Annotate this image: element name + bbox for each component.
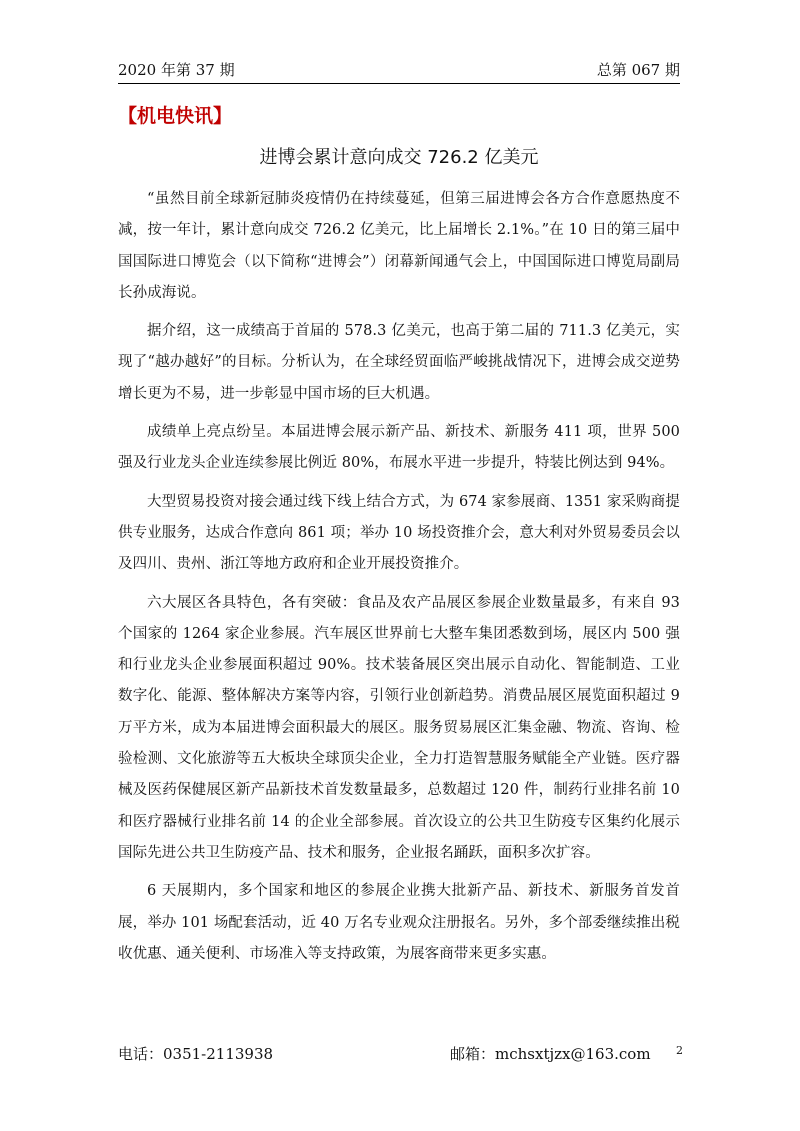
article-paragraph: 据介绍，这一成绩高于首届的 578.3 亿美元，也高于第二届的 711.3 亿美元，实现了“越办越好”的目标。分析认为，在全球经贸面临严峻挑战情况下，进博会成交逆势增长更为不易，进一步彰显中国市场的巨大机遇。 xyxy=(118,323,680,402)
page-footer xyxy=(118,1043,688,1067)
contact-phone: 电话：0351-2113938 xyxy=(118,1045,274,1063)
page-header xyxy=(118,60,680,82)
article-paragraph: 六大展区各具特色，各有突破：食品及农产品展区参展企业数量最多，有来自 93 个国家的 1264 家企业参展。汽车展区世界前七大整车集团悉数到场，展区内 500 强和行业龙头企业参展面积超过 90%。技术装备展区突出展示自动化、智能制造、工业数字化、能源、整体解决方案等内容，引领行业创新趋势。消费品展区展览面积超过 9 万平方米，成为本届进博会面积最大的展区。服务贸易展区汇集金融、物流、咨询、检验检测、文化旅游等五大板块全球顶尖企业，全力打造智慧服务赋能全产业链。医疗器械及医药保健展区新产品新技术首发数量最多，总数超过 120 件，制药行业排名前 10 和医疗器械行业排名前 14 的企业全部参展。首次设立的公共卫生防疫专区集约化展示国际先进公共卫生防疫产品、技术和服务，企业报名踊跃，面积多次扩容。 xyxy=(118,594,680,861)
page-number: 2 xyxy=(676,1044,683,1057)
article-paragraph: 成绩单上亮点纷呈。本届进博会展示新产品、新技术、新服务 411 项，世界 500 强及行业龙头企业连续参展比例近 80%，布展水平进一步提升，特装比例达到 94%。 xyxy=(118,424,680,472)
total-issue-number: 总第 067 期 xyxy=(596,61,680,79)
header-divider xyxy=(118,83,680,84)
article-body xyxy=(118,184,680,977)
contact-email: 邮箱：mchsxtjzx@163.com xyxy=(450,1045,651,1063)
article-paragraph: 大型贸易投资对接会通过线下线上结合方式，为 674 家参展商、1351 家采购商提供专业服务，达成合作意向 861 项；举办 10 场投资推介会，意大利对外贸易委员会以及四川、贵州、浙江等地方政府和企业开展投资推介。 xyxy=(118,493,680,573)
section-label: 【机电快讯】 xyxy=(118,105,233,127)
issue-number: 2020 年第 37 期 xyxy=(118,61,235,79)
article-title: 进博会累计意向成交 726.2 亿美元 xyxy=(259,147,539,168)
article-paragraph: 6 天展期内，多个国家和地区的参展企业携大批新产品、新技术、新服务首发首展，举办 101 场配套活动，近 40 万名专业观众注册报名。另外，多个部委继续推出税收优惠、通关便利、市场准入等支持政策，为展客商带来更多实惠。 xyxy=(118,883,680,962)
article-paragraph: “虽然目前全球新冠肺炎疫情仍在持续蔓延，但第三届进博会各方合作意愿热度不减，按一年计，累计意向成交 726.2 亿美元，比上届增长 2.1%。”在 10 日的第三届中国国际进口博览会（以下简称“进博会”）闭幕新闻通气会上，中国国际进口博览局副局长孙成海说。 xyxy=(118,191,680,301)
